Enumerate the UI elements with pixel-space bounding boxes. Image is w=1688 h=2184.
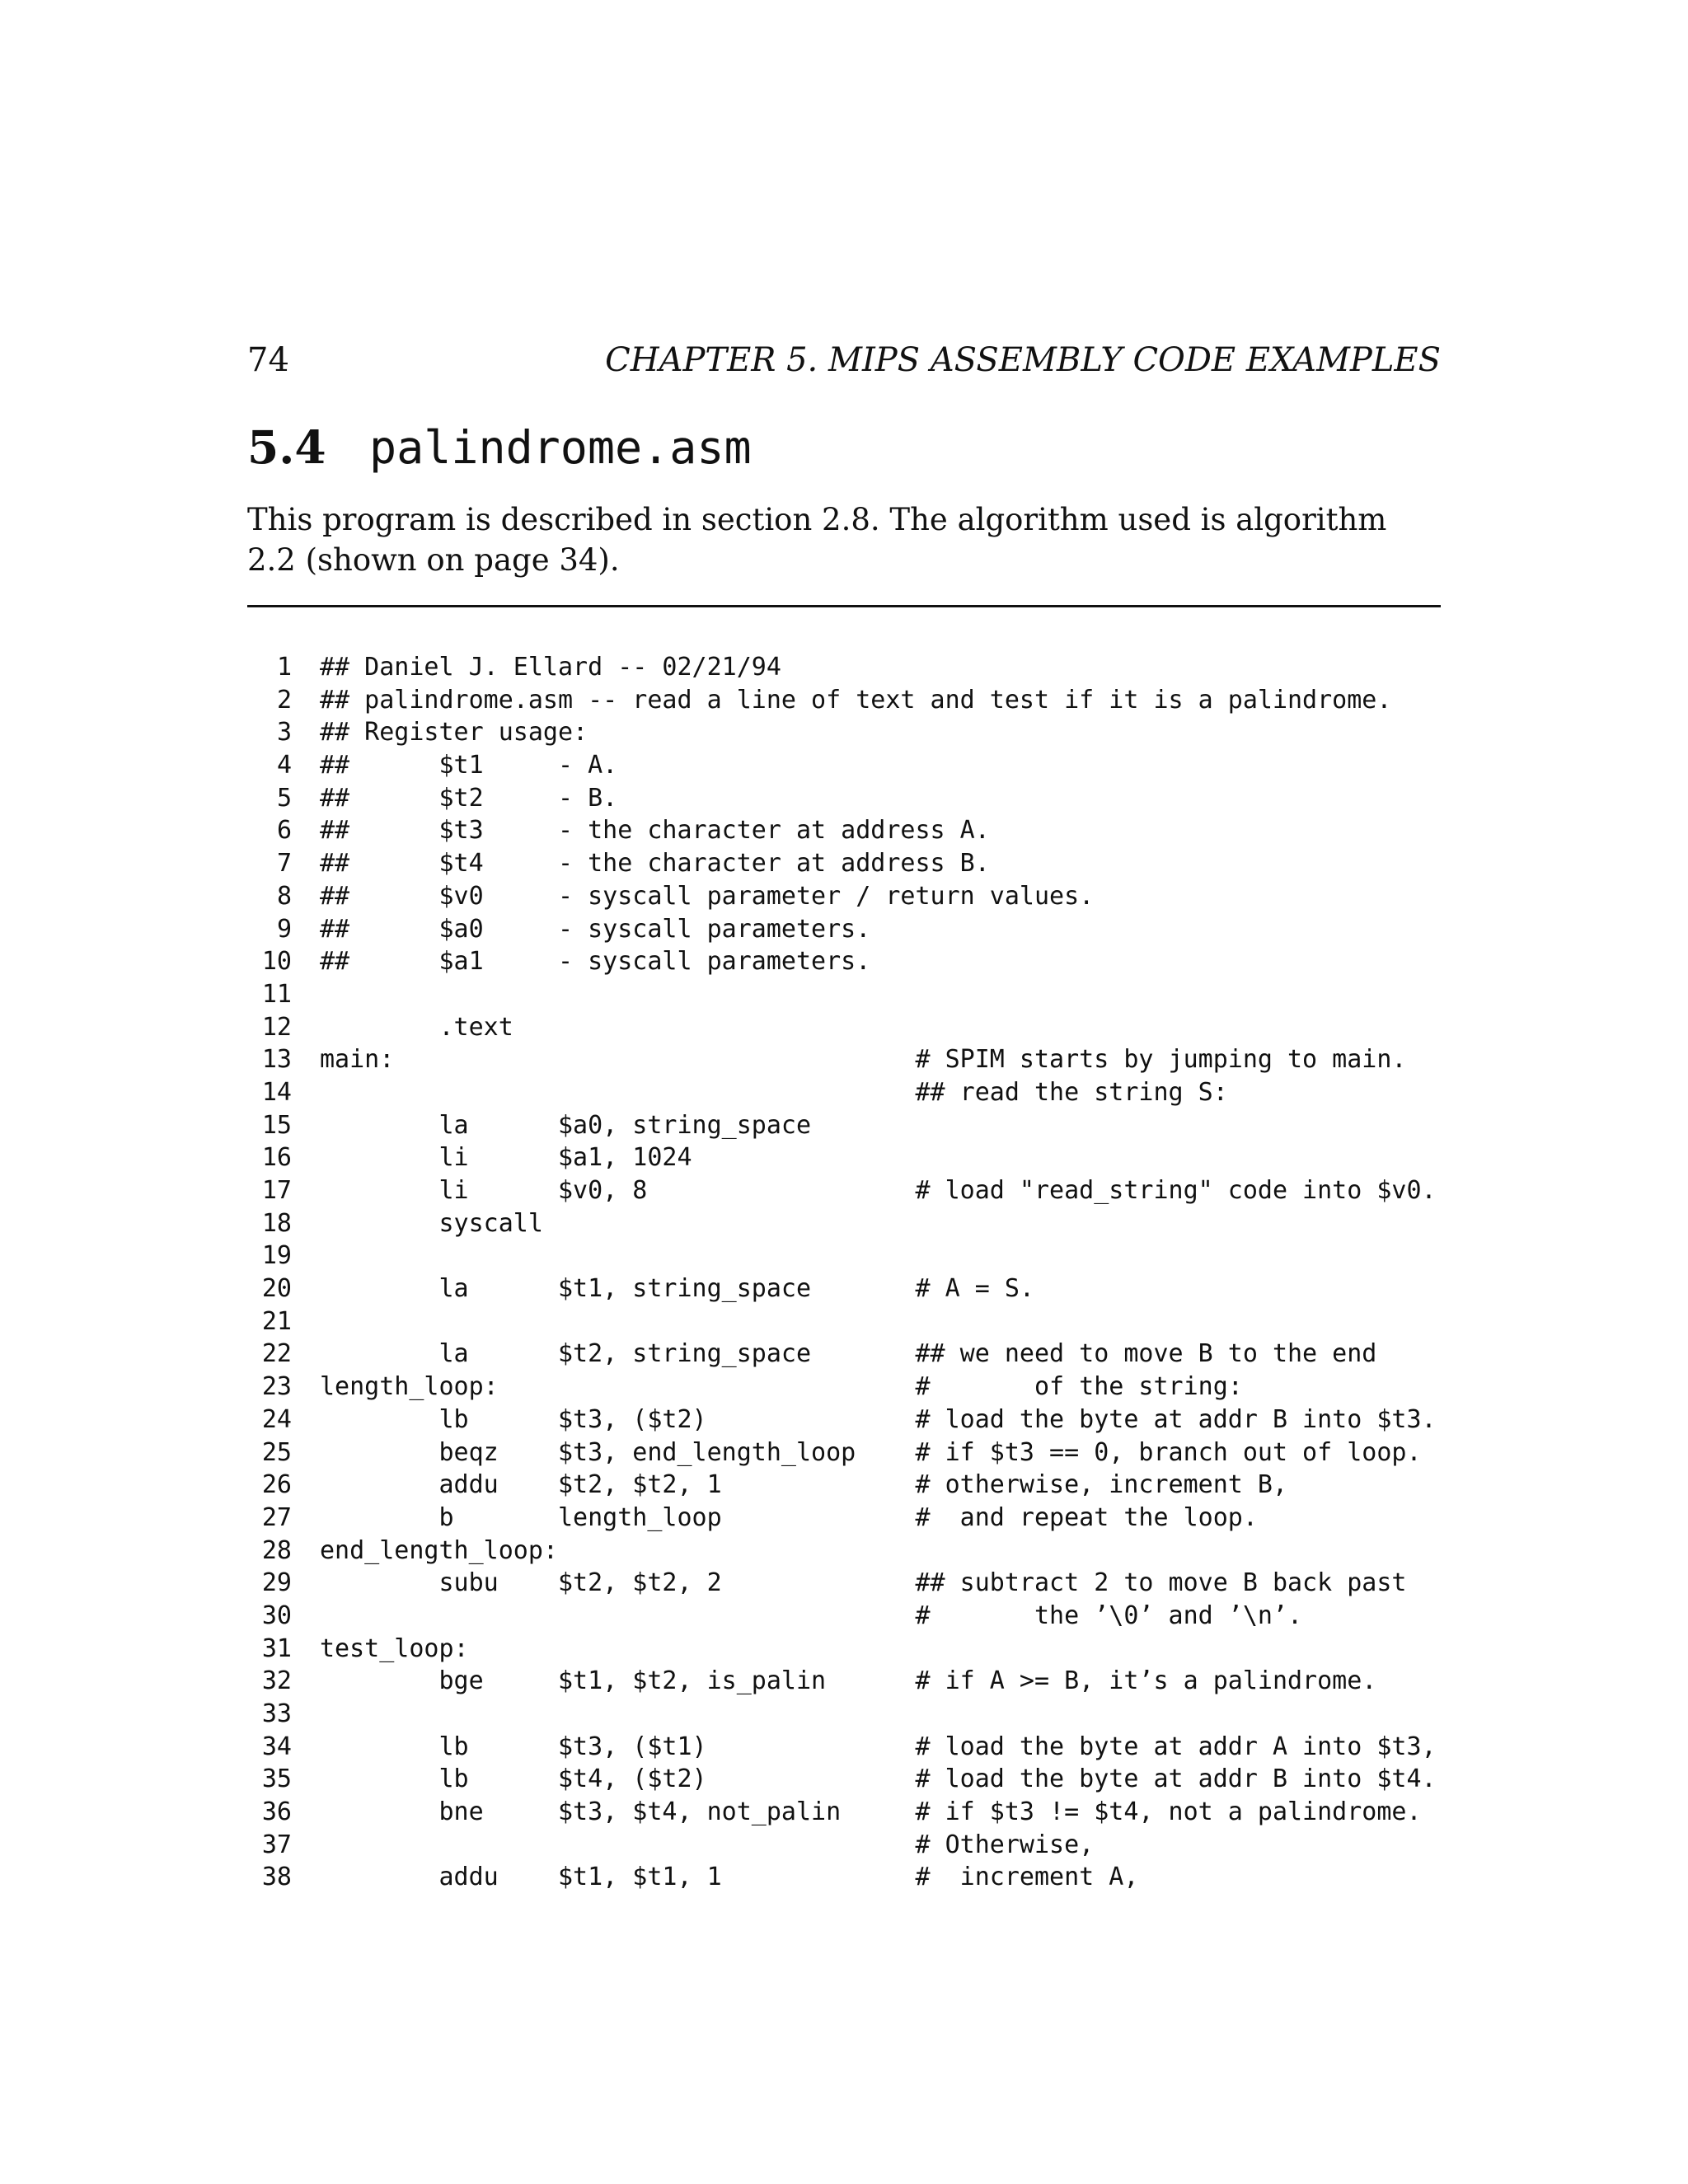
line-number: 11: [261, 979, 292, 1009]
code-line: [247, 814, 1441, 847]
line-number: 31: [261, 1633, 292, 1663]
code-line: [247, 651, 1441, 684]
line-number: 7: [276, 849, 292, 879]
code-line: [247, 1404, 1441, 1436]
line-code: syscall: [320, 1208, 543, 1238]
line-code: la $t2, string_space ## we need to move B to the end: [320, 1339, 1377, 1369]
line-code: test_loop:: [320, 1633, 469, 1663]
running-head: CHAPTER 5. MIPS ASSEMBLY CODE EXAMPLES: [605, 341, 1441, 379]
line-number: 24: [261, 1404, 292, 1434]
code-line: [247, 880, 1441, 913]
line-code: ## Daniel J. Ellard -- 02/21/94: [320, 653, 781, 682]
line-code: addu $t2, $t2, 1 # otherwise, increment B,: [320, 1470, 1287, 1500]
line-number: 36: [261, 1797, 292, 1827]
line-number: 37: [261, 1830, 292, 1859]
intro-paragraph: This program is described in section 2.8. The algorithm used is algorithm 2.2 (shown on page 34).: [247, 502, 1387, 578]
section-name: palindrome.asm: [369, 421, 752, 474]
line-code: li $v0, 8 # load "read_string" code into $v0.: [320, 1176, 1437, 1205]
line-code: la $t1, string_space # A = S.: [320, 1274, 1034, 1304]
code-line: [247, 913, 1441, 946]
code-line: [247, 1731, 1441, 1764]
line-code: ## palindrome.asm -- read a line of text and test if it is a palindrome.: [320, 685, 1392, 715]
line-number: 15: [261, 1110, 292, 1140]
code-line: [247, 1174, 1441, 1207]
code-line: [247, 1535, 1441, 1568]
code-line: [247, 1796, 1441, 1829]
line-number: 25: [261, 1437, 292, 1467]
page-header: [247, 341, 1441, 391]
line-number: 17: [261, 1176, 292, 1205]
line-number: 13: [261, 1045, 292, 1075]
line-code: ## read the string S:: [320, 1077, 1228, 1107]
line-code: .text: [320, 1012, 513, 1042]
code-listing: [247, 651, 1441, 1894]
code-line: [247, 1305, 1441, 1338]
line-number: 4: [276, 751, 292, 780]
line-number: 21: [261, 1306, 292, 1336]
line-code: ## $a0 - syscall parameters.: [320, 914, 871, 944]
code-line: [247, 847, 1441, 880]
line-number: 3: [276, 718, 292, 748]
line-number: 6: [276, 816, 292, 846]
code-line: [247, 1011, 1441, 1044]
code-line: [247, 1272, 1441, 1305]
line-code: ## $t3 - the character at address A.: [320, 816, 990, 846]
line-number: 34: [261, 1732, 292, 1761]
code-line: [247, 1141, 1441, 1174]
line-number: 1: [276, 653, 292, 682]
line-number: 12: [261, 1012, 292, 1042]
code-line: [247, 1240, 1441, 1272]
line-code: li $a1, 1024: [320, 1143, 692, 1173]
line-code: bne $t3, $t4, not_palin # if $t3 != $t4, not a palindrome.: [320, 1797, 1422, 1827]
line-number: 8: [276, 881, 292, 911]
code-line: [247, 749, 1441, 782]
line-code: lb $t3, ($t2) # load the byte at addr B into $t3.: [320, 1404, 1437, 1434]
code-line: [247, 1600, 1441, 1633]
line-code: ## $t4 - the character at address B.: [320, 849, 990, 879]
line-code: addu $t1, $t1, 1 # increment A,: [320, 1863, 1139, 1892]
code-line: [247, 1567, 1441, 1600]
line-number: 29: [261, 1568, 292, 1598]
code-line: [247, 1698, 1441, 1731]
code-line: [247, 978, 1441, 1011]
code-line: [247, 1043, 1441, 1076]
line-number: 9: [276, 914, 292, 944]
line-code: ## $a1 - syscall parameters.: [320, 947, 871, 977]
line-number: 23: [261, 1372, 292, 1402]
line-number: 2: [276, 685, 292, 715]
line-number: 19: [261, 1241, 292, 1271]
line-number: 10: [261, 947, 292, 977]
line-number: 18: [261, 1208, 292, 1238]
code-line: [247, 684, 1441, 717]
line-number: 14: [261, 1077, 292, 1107]
line-number: 26: [261, 1470, 292, 1500]
line-code: length_loop: # of the string:: [320, 1372, 1243, 1402]
line-code: la $a0, string_space: [320, 1110, 812, 1140]
code-line: [247, 1763, 1441, 1796]
line-code: b length_loop # and repeat the loop.: [320, 1502, 1258, 1532]
code-line: [247, 1076, 1441, 1109]
line-code: beqz $t3, end_length_loop # if $t3 == 0, branch out of loop.: [320, 1437, 1422, 1467]
line-code: # Otherwise,: [320, 1830, 1095, 1859]
code-line: [247, 1665, 1441, 1698]
line-number: 22: [261, 1339, 292, 1369]
line-number: 30: [261, 1601, 292, 1630]
code-line: [247, 1207, 1441, 1240]
code-line: [247, 1109, 1441, 1142]
line-code: lb $t3, ($t1) # load the byte at addr A into $t3,: [320, 1732, 1437, 1761]
section-title: [247, 420, 752, 474]
section-number: 5.4: [247, 420, 326, 474]
line-number: 32: [261, 1666, 292, 1696]
code-line: [247, 782, 1441, 815]
code-line: [247, 716, 1441, 749]
code-line: [247, 1633, 1441, 1666]
line-code: ## $v0 - syscall parameter / return values.: [320, 881, 1095, 911]
line-code: ## $t1 - A.: [320, 751, 618, 780]
code-line: [247, 1371, 1441, 1404]
line-number: 35: [261, 1765, 292, 1794]
line-number: 33: [261, 1699, 292, 1728]
line-code: ## $t2 - B.: [320, 783, 618, 813]
code-line: [247, 1436, 1441, 1469]
line-code: end_length_loop:: [320, 1535, 558, 1565]
page-number: 74: [247, 341, 289, 379]
code-line: [247, 1502, 1441, 1535]
line-number: 16: [261, 1143, 292, 1173]
line-number: 20: [261, 1274, 292, 1304]
code-line: [247, 1338, 1441, 1371]
line-number: 27: [261, 1502, 292, 1532]
horizontal-rule: [247, 605, 1441, 607]
code-line: [247, 1469, 1441, 1502]
line-code: main: # SPIM starts by jumping to main.: [320, 1045, 1407, 1075]
line-number: 38: [261, 1863, 292, 1892]
line-code: subu $t2, $t2, 2 ## subtract 2 to move B back past: [320, 1568, 1407, 1598]
line-number: 5: [276, 783, 292, 813]
line-code: ## Register usage:: [320, 718, 588, 748]
code-line: [247, 1829, 1441, 1862]
line-code: lb $t4, ($t2) # load the byte at addr B into $t4.: [320, 1765, 1437, 1794]
code-line: [247, 1861, 1441, 1894]
code-line: [247, 945, 1441, 978]
line-code: bge $t1, $t2, is_palin # if A >= B, it’s a palindrome.: [320, 1666, 1377, 1696]
line-code: # the ’\0’ and ’\n’.: [320, 1601, 1303, 1630]
line-number: 28: [261, 1535, 292, 1565]
